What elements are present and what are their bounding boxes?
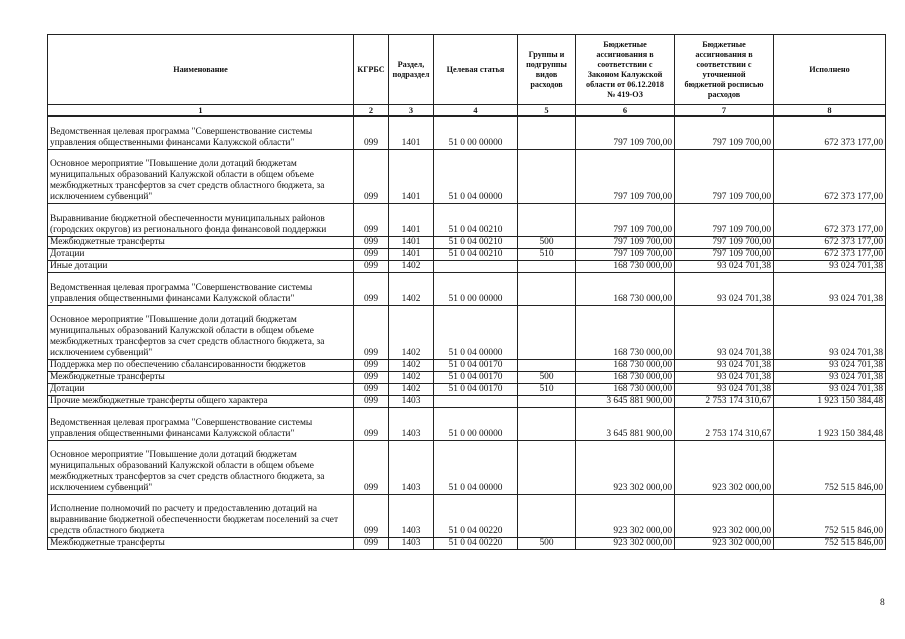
header-executed: Исполнено bbox=[774, 35, 886, 105]
column-number: 1 bbox=[48, 105, 354, 117]
cell-target-article: 51 0 04 00220 bbox=[434, 537, 518, 549]
cell-executed: 93 024 701,38 bbox=[774, 383, 886, 395]
cell-name: Прочие межбюджетные трансферты общего характера bbox=[48, 395, 354, 407]
cell-target-article: 51 0 04 00000 bbox=[434, 149, 518, 203]
column-number-row bbox=[48, 105, 886, 117]
cell-target-article: 51 0 04 00170 bbox=[434, 371, 518, 383]
cell-kgrbs: 099 bbox=[354, 236, 389, 248]
cell-expense-group bbox=[518, 305, 576, 359]
cell-expense-group bbox=[518, 494, 576, 537]
cell-law-allocation: 168 730 000,00 bbox=[576, 272, 675, 305]
table-row bbox=[48, 272, 886, 305]
table-row bbox=[48, 395, 886, 407]
table-row bbox=[48, 359, 886, 371]
column-number: 3 bbox=[389, 105, 434, 117]
column-number: 7 bbox=[675, 105, 774, 117]
table-row bbox=[48, 116, 886, 149]
cell-executed: 752 515 846,00 bbox=[774, 537, 886, 549]
cell-expense-group bbox=[518, 395, 576, 407]
cell-expense-group bbox=[518, 440, 576, 494]
cell-law-allocation: 797 109 700,00 bbox=[576, 248, 675, 260]
cell-law-allocation: 168 730 000,00 bbox=[576, 383, 675, 395]
cell-expense-group bbox=[518, 260, 576, 272]
cell-kgrbs: 099 bbox=[354, 260, 389, 272]
table-row bbox=[48, 236, 886, 248]
cell-name: Межбюджетные трансферты bbox=[48, 371, 354, 383]
table-row bbox=[48, 383, 886, 395]
cell-law-allocation: 3 645 881 900,00 bbox=[576, 407, 675, 440]
cell-name: Иные дотации bbox=[48, 260, 354, 272]
header-name: Наименование bbox=[48, 35, 354, 105]
header-kgrbs: КГРБС bbox=[354, 35, 389, 105]
cell-target-article: 51 0 04 00210 bbox=[434, 248, 518, 260]
cell-revised-allocation: 93 024 701,38 bbox=[675, 371, 774, 383]
header-expense-groups: Группы и подгруппы видов расходов bbox=[518, 35, 576, 105]
cell-name: Исполнение полномочий по расчету и предоставлению дотаций на выравнивание бюджетной обеспеченности бюджетам поселений за счет средств областного бюджета bbox=[48, 494, 354, 537]
cell-kgrbs: 099 bbox=[354, 359, 389, 371]
cell-target-article: 51 0 00 00000 bbox=[434, 407, 518, 440]
cell-section: 1401 bbox=[389, 248, 434, 260]
cell-target-article: 51 0 00 00000 bbox=[434, 116, 518, 149]
cell-kgrbs: 099 bbox=[354, 537, 389, 549]
cell-expense-group: 510 bbox=[518, 248, 576, 260]
cell-target-article: 51 0 04 00000 bbox=[434, 305, 518, 359]
column-number: 4 bbox=[434, 105, 518, 117]
cell-section: 1403 bbox=[389, 395, 434, 407]
cell-law-allocation: 797 109 700,00 bbox=[576, 149, 675, 203]
cell-kgrbs: 099 bbox=[354, 371, 389, 383]
cell-expense-group: 500 bbox=[518, 371, 576, 383]
cell-expense-group: 500 bbox=[518, 236, 576, 248]
cell-kgrbs: 099 bbox=[354, 440, 389, 494]
column-number: 2 bbox=[354, 105, 389, 117]
table-row bbox=[48, 305, 886, 359]
cell-executed: 752 515 846,00 bbox=[774, 440, 886, 494]
cell-name: Дотации bbox=[48, 383, 354, 395]
cell-name: Дотации bbox=[48, 248, 354, 260]
cell-executed: 672 373 177,00 bbox=[774, 236, 886, 248]
cell-section: 1402 bbox=[389, 383, 434, 395]
cell-expense-group: 500 bbox=[518, 537, 576, 549]
table-row bbox=[48, 494, 886, 537]
cell-revised-allocation: 93 024 701,38 bbox=[675, 383, 774, 395]
cell-revised-allocation: 923 302 000,00 bbox=[675, 537, 774, 549]
cell-law-allocation: 797 109 700,00 bbox=[576, 203, 675, 236]
cell-law-allocation: 923 302 000,00 bbox=[576, 537, 675, 549]
header-law-allocations: Бюджетные ассигнования в соответствии с Законом Калужской области от 06.12.2018 № 419-ОЗ bbox=[576, 35, 675, 105]
cell-law-allocation: 797 109 700,00 bbox=[576, 236, 675, 248]
cell-section: 1401 bbox=[389, 116, 434, 149]
cell-target-article: 51 0 04 00220 bbox=[434, 494, 518, 537]
table-row bbox=[48, 149, 886, 203]
cell-section: 1402 bbox=[389, 359, 434, 371]
cell-law-allocation: 923 302 000,00 bbox=[576, 440, 675, 494]
cell-kgrbs: 099 bbox=[354, 407, 389, 440]
cell-revised-allocation: 93 024 701,38 bbox=[675, 260, 774, 272]
cell-name: Поддержка мер по обеспечению сбалансированности бюджетов bbox=[48, 359, 354, 371]
cell-section: 1401 bbox=[389, 203, 434, 236]
cell-expense-group bbox=[518, 116, 576, 149]
page-number: 8 bbox=[880, 598, 885, 608]
cell-section: 1402 bbox=[389, 272, 434, 305]
cell-kgrbs: 099 bbox=[354, 203, 389, 236]
cell-law-allocation: 923 302 000,00 bbox=[576, 494, 675, 537]
cell-section: 1402 bbox=[389, 305, 434, 359]
column-number: 8 bbox=[774, 105, 886, 117]
cell-revised-allocation: 797 109 700,00 bbox=[675, 248, 774, 260]
cell-executed: 672 373 177,00 bbox=[774, 149, 886, 203]
cell-executed: 672 373 177,00 bbox=[774, 203, 886, 236]
cell-name: Межбюджетные трансферты bbox=[48, 537, 354, 549]
cell-revised-allocation: 2 753 174 310,67 bbox=[675, 395, 774, 407]
cell-executed: 1 923 150 384,48 bbox=[774, 407, 886, 440]
cell-name: Выравнивание бюджетной обеспеченности муниципальных районов (городских округов) из регионального фонда финансовой поддержки bbox=[48, 203, 354, 236]
cell-revised-allocation: 797 109 700,00 bbox=[675, 236, 774, 248]
cell-kgrbs: 099 bbox=[354, 116, 389, 149]
cell-law-allocation: 3 645 881 900,00 bbox=[576, 395, 675, 407]
cell-revised-allocation: 923 302 000,00 bbox=[675, 494, 774, 537]
cell-section: 1403 bbox=[389, 537, 434, 549]
header-revised-allocations: Бюджетные ассигнования в соответствии с уточненной бюджетной росписью расходов bbox=[675, 35, 774, 105]
cell-expense-group bbox=[518, 359, 576, 371]
cell-expense-group bbox=[518, 203, 576, 236]
cell-target-article: 51 0 04 00000 bbox=[434, 440, 518, 494]
cell-target-article bbox=[434, 260, 518, 272]
cell-kgrbs: 099 bbox=[354, 395, 389, 407]
cell-target-article: 51 0 00 00000 bbox=[434, 272, 518, 305]
cell-executed: 752 515 846,00 bbox=[774, 494, 886, 537]
cell-kgrbs: 099 bbox=[354, 272, 389, 305]
cell-target-article: 51 0 04 00210 bbox=[434, 203, 518, 236]
cell-kgrbs: 099 bbox=[354, 383, 389, 395]
cell-target-article: 51 0 04 00210 bbox=[434, 236, 518, 248]
cell-executed: 672 373 177,00 bbox=[774, 116, 886, 149]
cell-section: 1403 bbox=[389, 494, 434, 537]
cell-law-allocation: 168 730 000,00 bbox=[576, 371, 675, 383]
cell-section: 1403 bbox=[389, 407, 434, 440]
cell-target-article bbox=[434, 395, 518, 407]
cell-executed: 93 024 701,38 bbox=[774, 260, 886, 272]
table-row bbox=[48, 203, 886, 236]
table-row bbox=[48, 260, 886, 272]
cell-name: Ведомственная целевая программа "Совершенствование системы управления общественными финансами Калужской области" bbox=[48, 407, 354, 440]
cell-expense-group: 510 bbox=[518, 383, 576, 395]
cell-target-article: 51 0 04 00170 bbox=[434, 359, 518, 371]
header-section: Раздел, подраздел bbox=[389, 35, 434, 105]
table-row bbox=[48, 248, 886, 260]
table-body bbox=[48, 105, 886, 550]
cell-name: Основное мероприятие "Повышение доли дотаций бюджетам муниципальных образований Калужской области в общем объеме межбюджетных трансфертов за счет средств областного бюджета, за исключением субвенций" bbox=[48, 440, 354, 494]
cell-law-allocation: 168 730 000,00 bbox=[576, 260, 675, 272]
cell-law-allocation: 168 730 000,00 bbox=[576, 359, 675, 371]
cell-executed: 1 923 150 384,48 bbox=[774, 395, 886, 407]
cell-target-article: 51 0 04 00170 bbox=[434, 383, 518, 395]
table-row bbox=[48, 440, 886, 494]
budget-table bbox=[47, 34, 886, 550]
cell-kgrbs: 099 bbox=[354, 305, 389, 359]
column-number: 5 bbox=[518, 105, 576, 117]
cell-executed: 672 373 177,00 bbox=[774, 248, 886, 260]
cell-revised-allocation: 93 024 701,38 bbox=[675, 272, 774, 305]
cell-kgrbs: 099 bbox=[354, 149, 389, 203]
cell-revised-allocation: 93 024 701,38 bbox=[675, 305, 774, 359]
table-row bbox=[48, 407, 886, 440]
cell-revised-allocation: 797 109 700,00 bbox=[675, 149, 774, 203]
cell-executed: 93 024 701,38 bbox=[774, 359, 886, 371]
cell-section: 1403 bbox=[389, 440, 434, 494]
cell-revised-allocation: 797 109 700,00 bbox=[675, 116, 774, 149]
cell-section: 1402 bbox=[389, 371, 434, 383]
cell-law-allocation: 797 109 700,00 bbox=[576, 116, 675, 149]
header-row bbox=[48, 35, 886, 105]
cell-expense-group bbox=[518, 272, 576, 305]
cell-executed: 93 024 701,38 bbox=[774, 371, 886, 383]
table-row bbox=[48, 537, 886, 549]
cell-revised-allocation: 2 753 174 310,67 bbox=[675, 407, 774, 440]
column-number: 6 bbox=[576, 105, 675, 117]
cell-expense-group bbox=[518, 407, 576, 440]
cell-kgrbs: 099 bbox=[354, 248, 389, 260]
table-row bbox=[48, 371, 886, 383]
cell-revised-allocation: 93 024 701,38 bbox=[675, 359, 774, 371]
cell-revised-allocation: 797 109 700,00 bbox=[675, 203, 774, 236]
cell-kgrbs: 099 bbox=[354, 494, 389, 537]
cell-name: Основное мероприятие "Повышение доли дотаций бюджетам муниципальных образований Калужской области в общем объеме межбюджетных трансфертов за счет средств областного бюджета, за исключением субвенций" bbox=[48, 305, 354, 359]
cell-name: Межбюджетные трансферты bbox=[48, 236, 354, 248]
cell-expense-group bbox=[518, 149, 576, 203]
cell-section: 1401 bbox=[389, 236, 434, 248]
cell-executed: 93 024 701,38 bbox=[774, 305, 886, 359]
header-target-article: Целевая статья bbox=[434, 35, 518, 105]
cell-name: Ведомственная целевая программа "Совершенствование системы управления общественными финансами Калужской области" bbox=[48, 116, 354, 149]
cell-law-allocation: 168 730 000,00 bbox=[576, 305, 675, 359]
cell-name: Ведомственная целевая программа "Совершенствование системы управления общественными финансами Калужской области" bbox=[48, 272, 354, 305]
cell-name: Основное мероприятие "Повышение доли дотаций бюджетам муниципальных образований Калужской области в общем объеме межбюджетных трансфертов за счет средств областного бюджета, за исключением субвенций" bbox=[48, 149, 354, 203]
cell-section: 1402 bbox=[389, 260, 434, 272]
cell-section: 1401 bbox=[389, 149, 434, 203]
cell-executed: 93 024 701,38 bbox=[774, 272, 886, 305]
cell-revised-allocation: 923 302 000,00 bbox=[675, 440, 774, 494]
